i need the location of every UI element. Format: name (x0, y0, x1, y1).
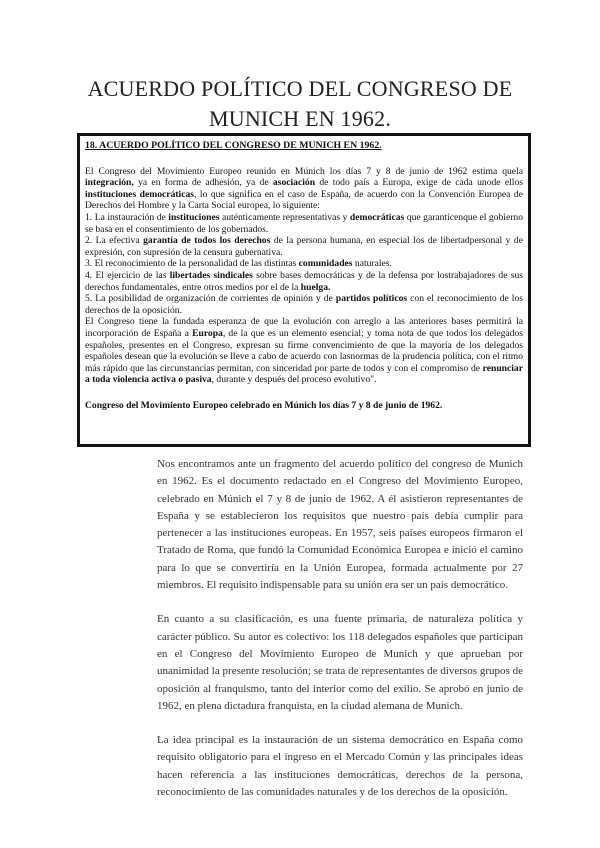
source-paragraph (85, 316, 523, 386)
source-paragraph (85, 212, 523, 235)
bold-text: renunciar a toda violencia activa o pasiva (85, 362, 523, 386)
commentary-paragraph: Nos encontramos ante un fragmento del acuerdo político del congreso de Munich en 1962. Es el documento redactado en el Congreso del Movimiento Europeo, celebrado en Múnich el 7 y 8 de junio de 1962. A él asistieron representantes de España y se establecieron los requisitos que nuestro país debía cumplir para pertenecer a las instituciones europeas. En 1957, seis países europeos firmaron el Tratado de Roma, que fundó la Comunidad Económica Europea e inició el camino para lo que se convertiría en la Unión Europea, formada actualmente por 27 miembros. El requisito indispensable para su unión era ser un país democrático. (157, 458, 523, 592)
text: 2. La efectiva (85, 235, 144, 247)
source-heading: 18. ACUERDO POLÍTICO DEL CONGRESO DE MUNICH EN 1962. (85, 140, 382, 151)
text: que garanticenque el gobierno se basa en el consentimiento de los gobernados. (85, 211, 523, 235)
bold-text: democráticas (349, 211, 405, 223)
text: El Congreso del Movimiento Europeo reunido en Múnich los días 7 y 8 de junio de 1962 estima quela (85, 165, 523, 177)
text: de todo país a Europa, exige de cada unode ellos (315, 177, 523, 189)
text: , de la que es un elemento esencial; y toma nota de que todos los delegados españoles, presentes en el Congreso, expresan su firme convencimiento de que la mayoría de los delegados españoles desean que la evolución se lleve a cabo de acuerdo con lasnormas de la prudencia política, con el ritmo más rápido que las circunstancias permitan, con sinceridad por parte de todos y con el compromiso de (85, 327, 524, 374)
text: El Congreso tiene la fundada esperanza de que la evolución con arreglo a las anteriores bases permitirá la incorporación de España a (85, 316, 523, 339)
bold-text: huelga. (300, 281, 331, 293)
text: sobre bases democráticas y de la defensa por lostrabajadores de sus derechos fundamentales, entre otros medios por el de la (85, 269, 523, 293)
source-paragraphs (85, 166, 523, 386)
bold-text: garantía de todos los derechos (143, 235, 271, 247)
source-paragraph (85, 293, 523, 316)
text: de la persona humana, en especial los de libertadpersonal y de expresión, con supresión de la censura gubernativa. (85, 235, 523, 258)
bold-text: instituciones (168, 211, 220, 223)
source-text-box (77, 133, 531, 447)
bold-text: Europa (192, 327, 223, 339)
source-signature: Congreso del Movimiento Europeo celebrado en Múnich los días 7 y 8 de junio de 1962. (85, 399, 443, 411)
bold-text: comunidades (298, 258, 353, 270)
source-paragraph (85, 235, 523, 258)
text: , durante y después del proceso evolutivo". (211, 374, 377, 386)
text: 1. La instauración de (85, 211, 169, 223)
text: ya en forma de adhesión, ya de (133, 177, 273, 189)
commentary-paragraph: En cuanto a su clasificación, es una fuente primaria, de naturaleza política y carácter público. Su autor es colectivo: los 118 delegados españoles que participan en el Congreso del Movimiento Europeo de Munich y que aprueban por unanimidad la presente resolución; se trata de representantes de diversos grupos de oposición al franquismo, tanto del interior como del exilio. Se aprobó en junio de 1962, en plena dictadura franquista, en la ciudad alemana de Munich. (157, 613, 523, 712)
text: con el reconocimiento de los derechos de la oposición. (85, 293, 523, 316)
bold-text: partidos políticos (335, 293, 408, 305)
bold-text: integración, (85, 177, 134, 189)
text: 5. La posibilidad de organización de corrientes de opinión y de (85, 293, 336, 305)
text: 3. El reconocimiento de la personalidad de las distintas (85, 258, 299, 270)
text: 4. El ejercicio de las (85, 269, 170, 281)
bold-text: libertades sindicales (169, 269, 253, 281)
text: auténticamente representativas y (219, 211, 350, 223)
commentary (157, 456, 523, 818)
text: , lo que significa en el caso de España, de acuerdo con la Convención Europea de Derechos del Hombre y la Carta Social europea, lo siguiente: (85, 188, 523, 212)
bold-text: asociación (272, 177, 316, 189)
commentary-paragraph: La idea principal es la instauración de un sistema democrático en España como requisito obligatorio para el ingreso en el Mercado Común y las principales ideas hacen referencia a las instituciones democráticas, derechos de la persona, reconocimiento de las comunidades naturales y de los derechos de la oposición. (157, 734, 523, 799)
bold-text: instituciones democráticas (85, 188, 195, 200)
source-paragraph (85, 270, 523, 293)
document-title: ACUERDO POLÍTICO DEL CONGRESO DE MUNICH EN 1962. (87, 76, 513, 131)
text: naturales. (352, 258, 392, 270)
source-paragraph (85, 166, 523, 212)
source-paragraph (85, 258, 523, 270)
